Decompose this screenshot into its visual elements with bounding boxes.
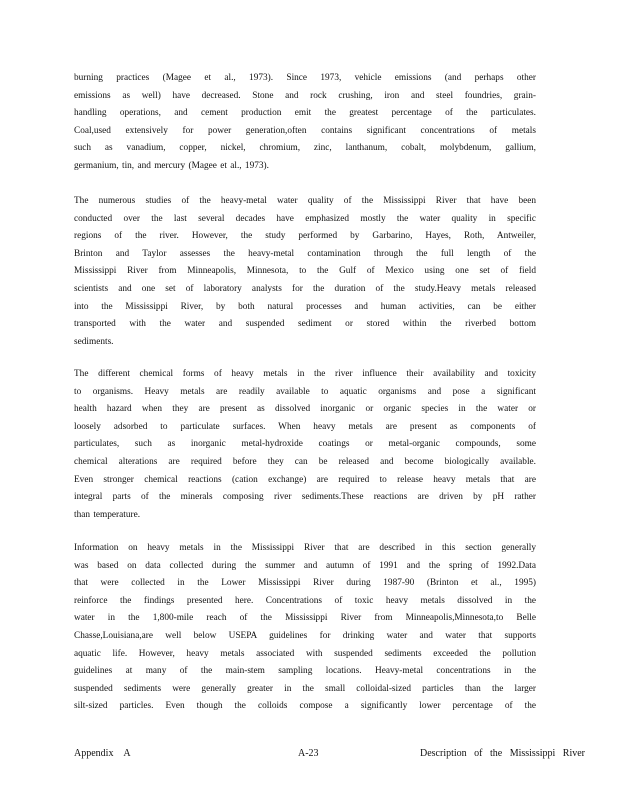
text-line: silt-sized particles. Even though the colloids compose a significantly lower percentage of the — [74, 701, 536, 712]
text-line: burning practices (Magee et al., 1973). Since 1973, vehicle emissions (and perhaps other — [74, 73, 536, 83]
text-line: that were collected in the Lower Mississippi River during 1987-90 (Brinton et al., 1995) — [74, 578, 536, 589]
text-line: Even stronger chemical reactions (cation exchange) are required to release heavy metals that are — [74, 474, 536, 485]
text-line: germanium, tin, and mercury (Magee et al., 1973). — [74, 160, 269, 171]
text-line: Chasse,Louisiana,are well below USEPA guidelines for drinking water and water that supports — [74, 630, 536, 641]
paragraph-1 — [74, 70, 536, 176]
text-line: suspended sediments were generally greater in the small colloidal-sized particles than the larger — [74, 683, 536, 694]
text-line: water in the 1,800-mile reach of the Mississippi River from Minneapolis,Minnesota,to Belle — [74, 613, 536, 624]
text-line: than temperature. — [74, 509, 141, 520]
text-line: Information on heavy metals in the Mississippi River that are described in this section generally — [74, 543, 536, 553]
text-line: health hazard when they are present as dissolved inorganic or organic species in the water or — [74, 404, 536, 415]
text-line: particulates, such as inorganic metal-hydroxide coatings or metal-organic compounds, some — [74, 439, 536, 450]
text-line: loosely adsorbed to particulate surfaces. When heavy metals are present as components of — [74, 421, 536, 432]
paragraph-4 — [74, 540, 536, 716]
text-line: transported with the water and suspended sediment or stored within the riverbed bottom — [74, 319, 536, 330]
text-line: sediments. — [74, 336, 114, 347]
text-line: The different chemical forms of heavy metals in the river influence their availability and toxicity — [74, 369, 536, 379]
text-line: regions of the river. However, the study performed by Garbarino, Hayes, Roth, Antweiler, — [74, 231, 536, 242]
paragraph-3 — [74, 366, 536, 524]
text-line: reinforce the findings presented here. Concentrations of toxic heavy metals dissolved in the — [74, 595, 536, 606]
text-line: was based on data collected during the summer and autumn of 1991 and the spring of 1992.Data — [74, 560, 536, 571]
text-line: handling operations, and cement production emit the greatest percentage of the particulates. — [74, 108, 536, 119]
text-line: integral parts of the minerals composing river sediments.These reactions are driven by pH rather — [74, 492, 536, 503]
text-line: emissions as well) have decreased. Stone and rock crushing, iron and steel foundries, grain- — [74, 90, 536, 101]
text-line: Coal,used extensively for power generation,often contains significant concentrations of metals — [74, 125, 536, 136]
text-line: to organisms. Heavy metals are readily available to aquatic organisms and pose a significant — [74, 386, 536, 397]
text-line: The numerous studies of the heavy-metal water quality of the Mississippi River that have been — [74, 196, 536, 206]
text-line: such as vanadium, copper, nickel, chromium, zinc, lanthanum, cobalt, molybdenum, gallium, — [74, 143, 536, 154]
text-line: Mississippi River from Minneapolis, Minnesota, to the Gulf of Mexico using one set of field — [74, 266, 536, 277]
text-line: conducted over the last several decades have emphasized mostly the water quality in specific — [74, 213, 536, 224]
text-line: aquatic life. However, heavy metals associated with suspended sediments exceeded the pollution — [74, 648, 536, 659]
paragraph-2 — [74, 193, 536, 351]
footer-section-title: Description of the Mississippi River — [420, 748, 585, 759]
text-line: into the Mississippi River, by both natural processes and human activities, can be either — [74, 301, 536, 312]
footer-page-number: A-23 — [298, 748, 319, 759]
text-line: scientists and one set of laboratory analysts for the duration of the study.Heavy metals released — [74, 283, 536, 294]
footer-appendix-label: Appendix A — [74, 748, 131, 759]
text-line: Brinton and Taylor assesses the heavy-metal contamination through the full length of the — [74, 248, 536, 259]
text-line: guidelines at many of the main-stem sampling locations. Heavy-metal concentrations in the — [74, 666, 536, 677]
text-line: chemical alterations are required before they can be released and become biologically available. — [74, 456, 536, 467]
